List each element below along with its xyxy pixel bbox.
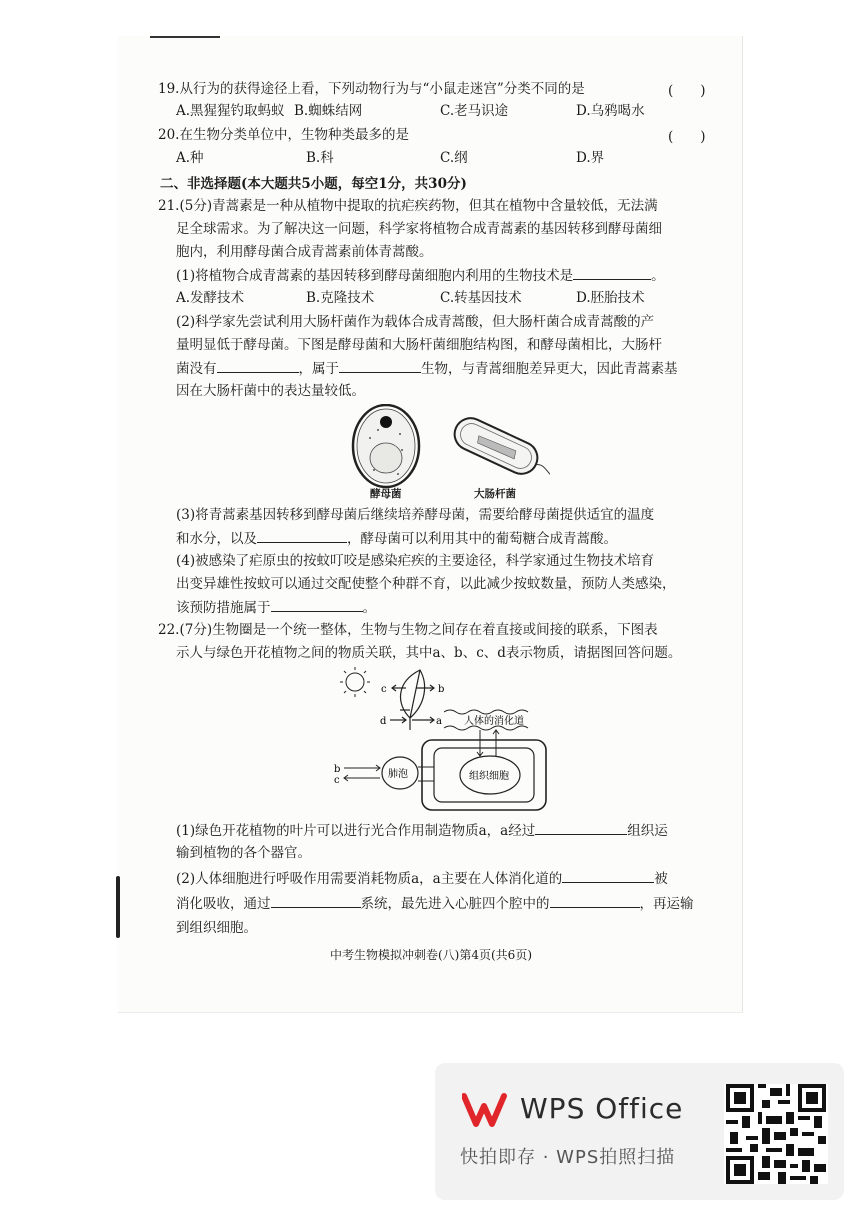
- label-b-bottom: b: [334, 764, 341, 775]
- label-d: d: [380, 716, 387, 727]
- q22-part2-text-d: 系统，最先进入心脏四个腔中的: [360, 896, 550, 912]
- q21-part1: [176, 265, 665, 286]
- q21-part2-line2: 量明显低于酵母菌。下图是酵母菌和大肠杆菌细胞结构图，和酵母菌相比，大肠杆: [176, 337, 662, 353]
- q22-intro-line1: 22.(7分)生物圈是一个统一整体，生物与生物之间存在着直接或间接的联系，下图表: [158, 622, 658, 638]
- q21-part3-line2: [176, 528, 617, 549]
- material-cycle-diagram: [330, 664, 580, 814]
- q22-part2-text-e: ，再运输: [639, 896, 694, 912]
- q21-part4-text-b: 。: [362, 600, 376, 616]
- q19-stem: 19.从行为的获得途径上看，下列动物行为与“小鼠走迷宫”分类不同的是: [158, 81, 585, 97]
- cell-structure-figure: [340, 404, 550, 494]
- q21-part2-text-c: 生物，与青蒿细胞差异更大，因此青蒿素基: [421, 361, 678, 377]
- tissue-cell-label: 组织细胞: [469, 771, 509, 782]
- q21-part2-blank1[interactable]: [217, 358, 299, 373]
- q19-answer-paren: ( ): [668, 83, 706, 99]
- q21-part2-blank2[interactable]: [339, 358, 421, 373]
- q21-option-c: C.转基因技术: [440, 290, 522, 306]
- yeast-caption: 酵母菌: [370, 488, 402, 500]
- leaf-to-digestive-arrow: [390, 717, 434, 723]
- digestive-tract-upper: [444, 710, 528, 714]
- q21-part4-line3: [176, 597, 376, 618]
- wps-subtitle: 快拍即存 · WPS拍照扫描: [460, 1147, 676, 1168]
- q22-part2-text-a: (2)人体细胞进行呼吸作用需要消耗物质a，a主要在人体消化道的: [176, 871, 563, 887]
- page-footer: 中考生物模拟冲刺卷(八)第4页(共6页): [330, 948, 532, 962]
- label-b-top: b: [438, 684, 445, 695]
- q22-part1-text-b: 组织运: [627, 823, 668, 839]
- q21-part2-text-a: 菌没有: [176, 361, 217, 377]
- q19-option-c: C.老马识途: [440, 103, 509, 119]
- q20-answer-paren: ( ): [668, 129, 706, 145]
- q20-option-b: B.科: [306, 150, 334, 166]
- sun-icon: [340, 667, 370, 697]
- q20-option-d: D.界: [576, 150, 605, 166]
- q21-part1-text: (1)将植物合成青蒿素的基因转移到酵母菌细胞内利用的生物技术是: [176, 268, 574, 284]
- q21-part3-line1: (3)将青蒿素基因转移到酵母菌后继续培养酵母菌，需要给酵母菌提供适宜的温度: [176, 507, 655, 523]
- yeast-cell-drawing: [353, 405, 419, 487]
- q20-option-a: A.种: [176, 150, 204, 166]
- q21-intro-line3: 胞内，利用酵母菌合成青蒿素前体青蒿酸。: [176, 244, 433, 260]
- q21-part3-text-b: ，酵母菌可以利用其中的葡萄糖合成青蒿酸。: [347, 531, 617, 547]
- q21-intro-line1: 21.(5分)青蒿素是一种从植物中提取的抗疟疾药物，但其在植物中含量较低，无法满: [158, 198, 658, 214]
- q21-intro-line2: 足全球需求。为了解决这一问题，科学家将植物合成青蒿素的基因转移到酵母菌细: [176, 221, 662, 237]
- q21-option-a: A.发酵技术: [176, 290, 245, 306]
- q22-part2-blank3[interactable]: [550, 893, 640, 908]
- q22-part2-blank1[interactable]: [562, 868, 654, 883]
- q21-part3-blank[interactable]: [257, 528, 347, 543]
- q22-part2-line1: [176, 868, 668, 889]
- q19-option-d: D.乌鸦喝水: [576, 103, 645, 119]
- digestive-tract-label: 人体的消化道: [464, 716, 524, 727]
- q21-part1-end: 。: [651, 268, 665, 284]
- q22-part1-line1: [176, 820, 668, 841]
- q21-option-d: D.胚胎技术: [576, 290, 645, 306]
- q22-part2-line2: [176, 893, 694, 914]
- q20-option-c: C.纲: [440, 150, 468, 166]
- label-a: a: [436, 716, 442, 727]
- q19-option-a: A.黑猩猩钓取蚂蚁: [176, 103, 285, 119]
- q22-part2-blank2[interactable]: [271, 893, 361, 908]
- q21-part1-blank[interactable]: [573, 265, 651, 280]
- q21-part4-blank[interactable]: [271, 597, 363, 612]
- q21-part2-text-b: ，属于: [298, 361, 339, 377]
- q22-part2-line3: 到组织细胞。: [176, 920, 257, 936]
- q22-part2-text-b: 被: [654, 871, 668, 887]
- q21-part4-line2: 出变异雄性按蚊可以通过交配使整个种群不育，以此减少按蚊数量，预防人类感染，: [176, 576, 676, 592]
- binding-mark: [116, 876, 120, 938]
- q21-part4-text-a: 该预防措施属于: [176, 600, 271, 616]
- qr-code-icon: [724, 1084, 828, 1184]
- q21-part3-text-a: 和水分，以及: [176, 531, 257, 547]
- q22-intro-line2: 示人与绿色开花植物之间的物质关联，其中a、b、c、d表示物质，请据图回答问题。: [176, 645, 682, 661]
- q21-part2-line4: 因在大肠杆菌中的表达量较低。: [176, 383, 365, 399]
- leaf-icon: [392, 670, 434, 730]
- header-rule: [150, 36, 220, 38]
- label-c-top: c: [381, 684, 387, 695]
- section-heading: 二、非选择题(本大题共5小题，每空1分，共30分): [160, 176, 467, 192]
- q21-option-b: B.克隆技术: [306, 290, 375, 306]
- q22-part1-blank[interactable]: [535, 820, 627, 835]
- q21-part2-line1: (2)科学家先尝试利用大肠杆菌作为载体合成青蒿酸，但大肠杆菌合成青蒿酸的产: [176, 314, 655, 330]
- q22-part2-text-c: 消化吸收，通过: [176, 896, 271, 912]
- wps-brand-text: WPS Office: [520, 1092, 684, 1125]
- q20-stem: 20.在生物分类单位中，生物种类最多的是: [158, 127, 409, 143]
- q21-part2-line3: [176, 358, 678, 379]
- q22-part1-line2: 输到植物的各个器官。: [176, 845, 311, 861]
- ecoli-caption: 大肠杆菌: [474, 488, 516, 500]
- q21-part4-line1: (4)被感染了疟原虫的按蚊叮咬是感染疟疾的主要途径，科学家通过生物技术培育: [176, 553, 655, 569]
- q19-option-b: B.蜘蛛结网: [294, 103, 363, 119]
- ecoli-cell-drawing: [449, 413, 550, 490]
- q22-part1-text-a: (1)绿色开花植物的叶片可以进行光合作用制造物质a，a经过: [176, 823, 536, 839]
- label-c-bottom: c: [334, 775, 340, 786]
- wps-logo-icon: [462, 1092, 514, 1128]
- alveoli-label: 肺泡: [388, 769, 408, 780]
